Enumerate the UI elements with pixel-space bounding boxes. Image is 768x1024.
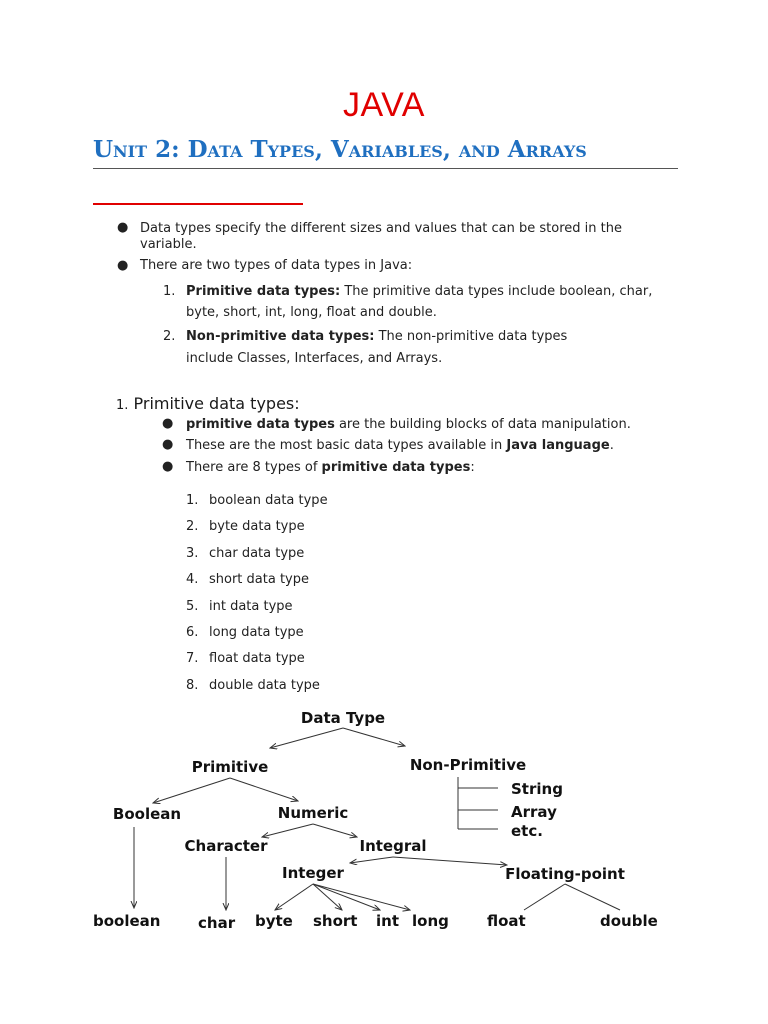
page-title: JAVA (343, 86, 425, 124)
edge-integral-floating (393, 857, 507, 865)
leaf-char: char (198, 914, 236, 932)
bullet-icon: ● (162, 416, 174, 431)
leaf-int: int (376, 912, 399, 930)
leaf-byte: byte (255, 912, 293, 930)
primitive-list-number: 2. (186, 519, 199, 534)
primitive-list-number: 6. (186, 625, 199, 640)
edge-integer-byte (275, 884, 313, 910)
edge-primitive-numeric (230, 778, 298, 801)
section-bullet-2-post: . (609, 438, 614, 453)
edge-integral-integer (350, 857, 393, 863)
leaf-short: short (313, 912, 358, 930)
section-bullet-1-bold: primitive data types (186, 417, 335, 432)
node-string: String (511, 780, 563, 798)
type-list-item-1 (186, 284, 652, 300)
primitive-list-item: long data type (209, 625, 304, 640)
primitive-list-number: 4. (186, 572, 199, 587)
node-non-primitive: Non-Primitive (409, 756, 527, 774)
primitive-list-item: short data type (209, 572, 309, 587)
intro-bullet-1-line-2: variable. (140, 237, 197, 252)
node-primitive: Primitive (191, 758, 269, 776)
section-bullet-2-bold: Java language (506, 438, 610, 453)
bullet-icon: ● (117, 220, 129, 235)
node-character: Character (184, 837, 268, 855)
node-floating-point: Floating-point (505, 865, 625, 883)
section-bullet-3-pre: There are 8 types of (186, 460, 322, 475)
primitive-list-number: 3. (186, 546, 199, 561)
type-list-number: 2. (163, 329, 176, 344)
leaf-float: float (487, 912, 526, 930)
node-integral: Integral (359, 837, 427, 855)
type-list-item-2-bold: Non-primitive data types: (186, 329, 375, 344)
bullet-icon: ● (117, 258, 129, 273)
section-bullet-2 (186, 438, 614, 454)
section-bullet-3 (186, 460, 475, 476)
type-list-item-2 (186, 329, 567, 345)
edge-root-primitive (270, 728, 343, 748)
section-bullet-3-bold: primitive data types (321, 460, 471, 475)
edge-integer-int (313, 884, 380, 910)
type-list-item-1-line-2: byte, short, int, long, float and double. (186, 305, 437, 320)
section-bullet-1-post: are the building blocks of data manipulation. (334, 417, 631, 432)
edge-primitive-boolean (153, 778, 230, 803)
type-list-item-1-bold: Primitive data types: (186, 284, 341, 299)
section-bullet-1 (186, 417, 631, 433)
edge-floating-double (565, 884, 620, 910)
section-bullet-2-pre: These are the most basic data types available in (186, 438, 507, 453)
section-heading (116, 394, 300, 413)
edge-numeric-character (262, 824, 313, 837)
primitive-list-number: 8. (186, 678, 199, 693)
edge-numeric-integral (313, 824, 357, 837)
primitive-list-item: double data type (209, 678, 320, 693)
node-integer: Integer (282, 864, 344, 882)
primitive-list-item: char data type (209, 546, 305, 561)
leaf-boolean: boolean (93, 912, 161, 930)
edge-floating-float (524, 884, 565, 910)
type-list-number: 1. (163, 284, 176, 299)
bullet-icon: ● (162, 437, 174, 452)
red-divider (93, 203, 303, 205)
unit-heading: Unit 2: Data Types, Variables, and Arrays (93, 136, 678, 169)
primitive-list-number: 7. (186, 651, 199, 666)
type-list-item-1-rest: The primitive data types include boolean, char, (340, 284, 653, 299)
primitive-list-item: float data type (209, 651, 305, 666)
type-list-item-2-line-2: include Classes, Interfaces, and Arrays. (186, 351, 443, 366)
section-title: Primitive data types: (133, 394, 300, 413)
leaf-long: long (412, 912, 449, 930)
primitive-list-number: 1. (186, 493, 199, 508)
leaf-double: double (600, 912, 658, 930)
node-boolean-group: Boolean (112, 805, 182, 823)
node-array: Array (511, 803, 557, 821)
section-bullet-3-post: : (470, 460, 475, 475)
primitive-list-number: 5. (186, 599, 199, 614)
edge-root-nonprimitive (343, 728, 405, 746)
intro-bullet-2-line-1: There are two types of data types in Java: (140, 258, 413, 273)
primitive-list-item: byte data type (209, 519, 305, 534)
section-number: 1. (116, 398, 129, 413)
node-etc: etc. (511, 822, 543, 840)
primitive-list-item: int data type (209, 599, 293, 614)
data-type-tree-diagram (0, 700, 768, 950)
node-numeric: Numeric (277, 804, 349, 822)
primitive-list-item: boolean data type (209, 493, 328, 508)
type-list-item-2-rest: The non-primitive data types (374, 329, 568, 344)
intro-bullet-1-line-1: Data types specify the different sizes and values that can be stored in the (140, 221, 622, 236)
bullet-icon: ● (162, 459, 174, 474)
node-data-type: Data Type (300, 709, 386, 727)
